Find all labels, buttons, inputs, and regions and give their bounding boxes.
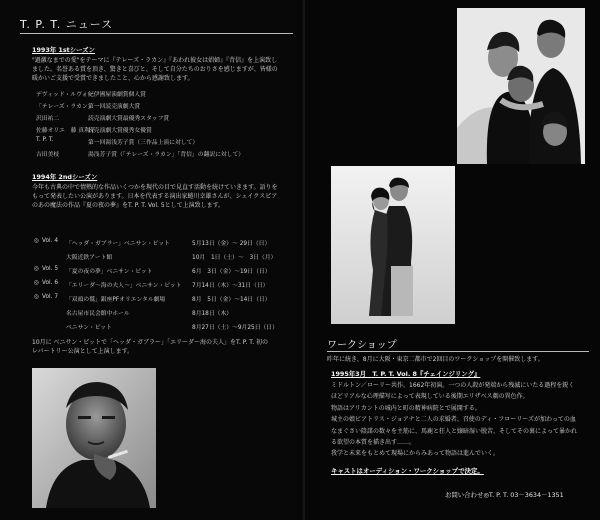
play-venue: 「エリーダ～海の夫人～」ベニサン・ピット <box>66 283 182 289</box>
award-title: 紀伊國屋演劇賞個人賞 <box>88 92 146 98</box>
bullet: ◎ <box>34 238 40 244</box>
dates: 6月 3日（金）～19日（日） <box>192 269 271 275</box>
award-recipient: 佐藤オリエ 藤 真利子 <box>36 128 96 134</box>
play-venue: 「双頭の鷲」銀座PFオリエンタル劇場 <box>66 297 166 303</box>
dates: 10月 1日（土）～ 3日（月） <box>192 255 277 261</box>
casting-note: キャストはオーディション・ワークショップで決定。 <box>331 467 484 475</box>
intro-line: "過激なまでの愛"をテーマに『テレーズ・ラカン』『あわれ彼女は娼婦』『背信』を上演致し <box>32 57 278 64</box>
award-recipient: 「テレーズ・ラカン」 <box>36 104 94 110</box>
volume: Vol. 6 <box>42 280 59 286</box>
volume: Vol. 7 <box>42 294 59 300</box>
intro-line: もって発表したい公演があります。日本を代表する演出家蜷川幸雄さんが、シェイクスピア <box>32 193 278 201</box>
workshop-intro: 昨年に続き、8月に大阪・東京二都市で2回目のワークショップを開催致します。 <box>327 356 544 363</box>
award-title: 第一回読売演劇大賞 <box>88 104 141 110</box>
play-venue: 大阪近鉄アート館 <box>66 255 113 261</box>
note-line: レパートリー公演として上演します。 <box>32 348 134 356</box>
contact-info: お問い合わせ◎T. P. T. 03－3634－1351 <box>445 491 564 499</box>
synopsis-line: 我学と未来をもとめて現場にからみあって物語は進んでいく。 <box>331 450 499 458</box>
intro-line: ました。名誉ある賞を頂き、驚きと喜びと、そして自分たちのおりさを感じますが、皆様の <box>32 66 278 74</box>
bullet: ◎ <box>34 280 40 286</box>
award-recipient: 吉田美枝 <box>36 152 60 158</box>
award-recipient: 沢田祐二 <box>36 116 60 122</box>
award-title: 湯浅芳子賞（「テレーズ・ラカン」「背信」の翻訳に対して） <box>88 152 245 158</box>
synopsis-line: 城主の娘ビアトリス・ジョアナと二人の求婚者、召使のディ・フローリーズが加わっての血 <box>331 416 576 424</box>
award-recipient: T. P. T. <box>36 137 54 143</box>
synopsis-line: なまぐさい陰謀の数々を主筋に、馬鹿と狂人と嬢暗湿い脱苦、そしてその裏によって暴かれ <box>331 427 578 435</box>
workshop-rule <box>327 351 589 352</box>
intro-line: のあの魔法の作品『夏の夜の夢』をT. P. T. Vol. 5として上演致します。 <box>32 202 225 210</box>
right-page <box>305 0 600 520</box>
director-portrait-photo <box>32 368 156 508</box>
synopsis-line: る欲望の本質を描き出す……。 <box>331 439 416 447</box>
synopsis-line: 物語はアリカントの城内と町の精神病院とで展開する。 <box>331 404 481 412</box>
award-recipient: デヴィッド・ルヴォー <box>36 92 94 98</box>
bullet: ◎ <box>34 294 40 300</box>
intro-line: 暖かいご支援で受賞できましたこと、心から感謝致します。 <box>32 75 194 83</box>
workshop-production-heading: 1995年3月 T. P. T. Vol. 8『チェインジリング』 <box>331 370 481 378</box>
synopsis-line: ほどリアルな心理描写によって表現している後期エリザベス劇の異色作。 <box>331 393 529 401</box>
play-venue: 「夏の夜の夢」ベニサン・ピット <box>66 269 153 275</box>
synopsis-line: ミドルトン／ローリー共作。1662年初演。一つの人殺が発端から残滅にいたる過程を鋭く <box>331 382 575 389</box>
season-1994-heading: 1994年 2ndシーズン <box>32 173 98 181</box>
play-venue: ベニサン・ピット <box>66 325 112 331</box>
season-1993-heading: 1993年 1stシーズン <box>32 46 95 54</box>
dates: 5月13日（金）～ 29日（日） <box>192 241 271 247</box>
season-1993-intro <box>32 56 294 84</box>
dates: 7月14日（木）～31日（日） <box>192 283 269 289</box>
award-title: 読売演劇大賞優秀女優賞 <box>88 128 152 134</box>
couple-photo <box>331 166 455 324</box>
volume: Vol. 4 <box>42 238 59 244</box>
title-rule <box>20 33 293 34</box>
bullet: ◎ <box>34 266 40 272</box>
season-1994-intro <box>32 183 294 211</box>
volume: Vol. 5 <box>42 266 59 272</box>
note-line: 10月に ベニサン・ピットで「ヘッダ・ガブラー」「エリーダ～海の夫人」をT. P. T. 初の <box>32 339 269 346</box>
workshop-synopsis <box>331 380 597 460</box>
play-venue: 「ヘッダ・ガブラー」ベニサン・ピット <box>66 241 170 247</box>
page-title: T. P. T. ニュース <box>20 18 114 31</box>
dates: 8月27日（土）～9月25日（日） <box>192 325 278 331</box>
play-venue: 名古屋市民会館中ホール <box>66 311 130 317</box>
repertory-note <box>32 338 294 356</box>
intro-line: 今年も古典の中で情熱的な作品いくつかを現代の目で見直す活動を続けていきます。語りを <box>32 184 278 191</box>
workshop-title: ワークショップ <box>327 340 397 351</box>
award-title: 読売演劇大賞最優秀スタッフ賞 <box>88 116 170 122</box>
dates: 8月 5日（金）～14日（日） <box>192 297 271 303</box>
cast-group-photo <box>457 8 585 164</box>
dates: 8月18日（木） <box>192 311 233 317</box>
award-title: 第一回湯浅芳子賞（三作品上演に対して） <box>88 140 199 146</box>
